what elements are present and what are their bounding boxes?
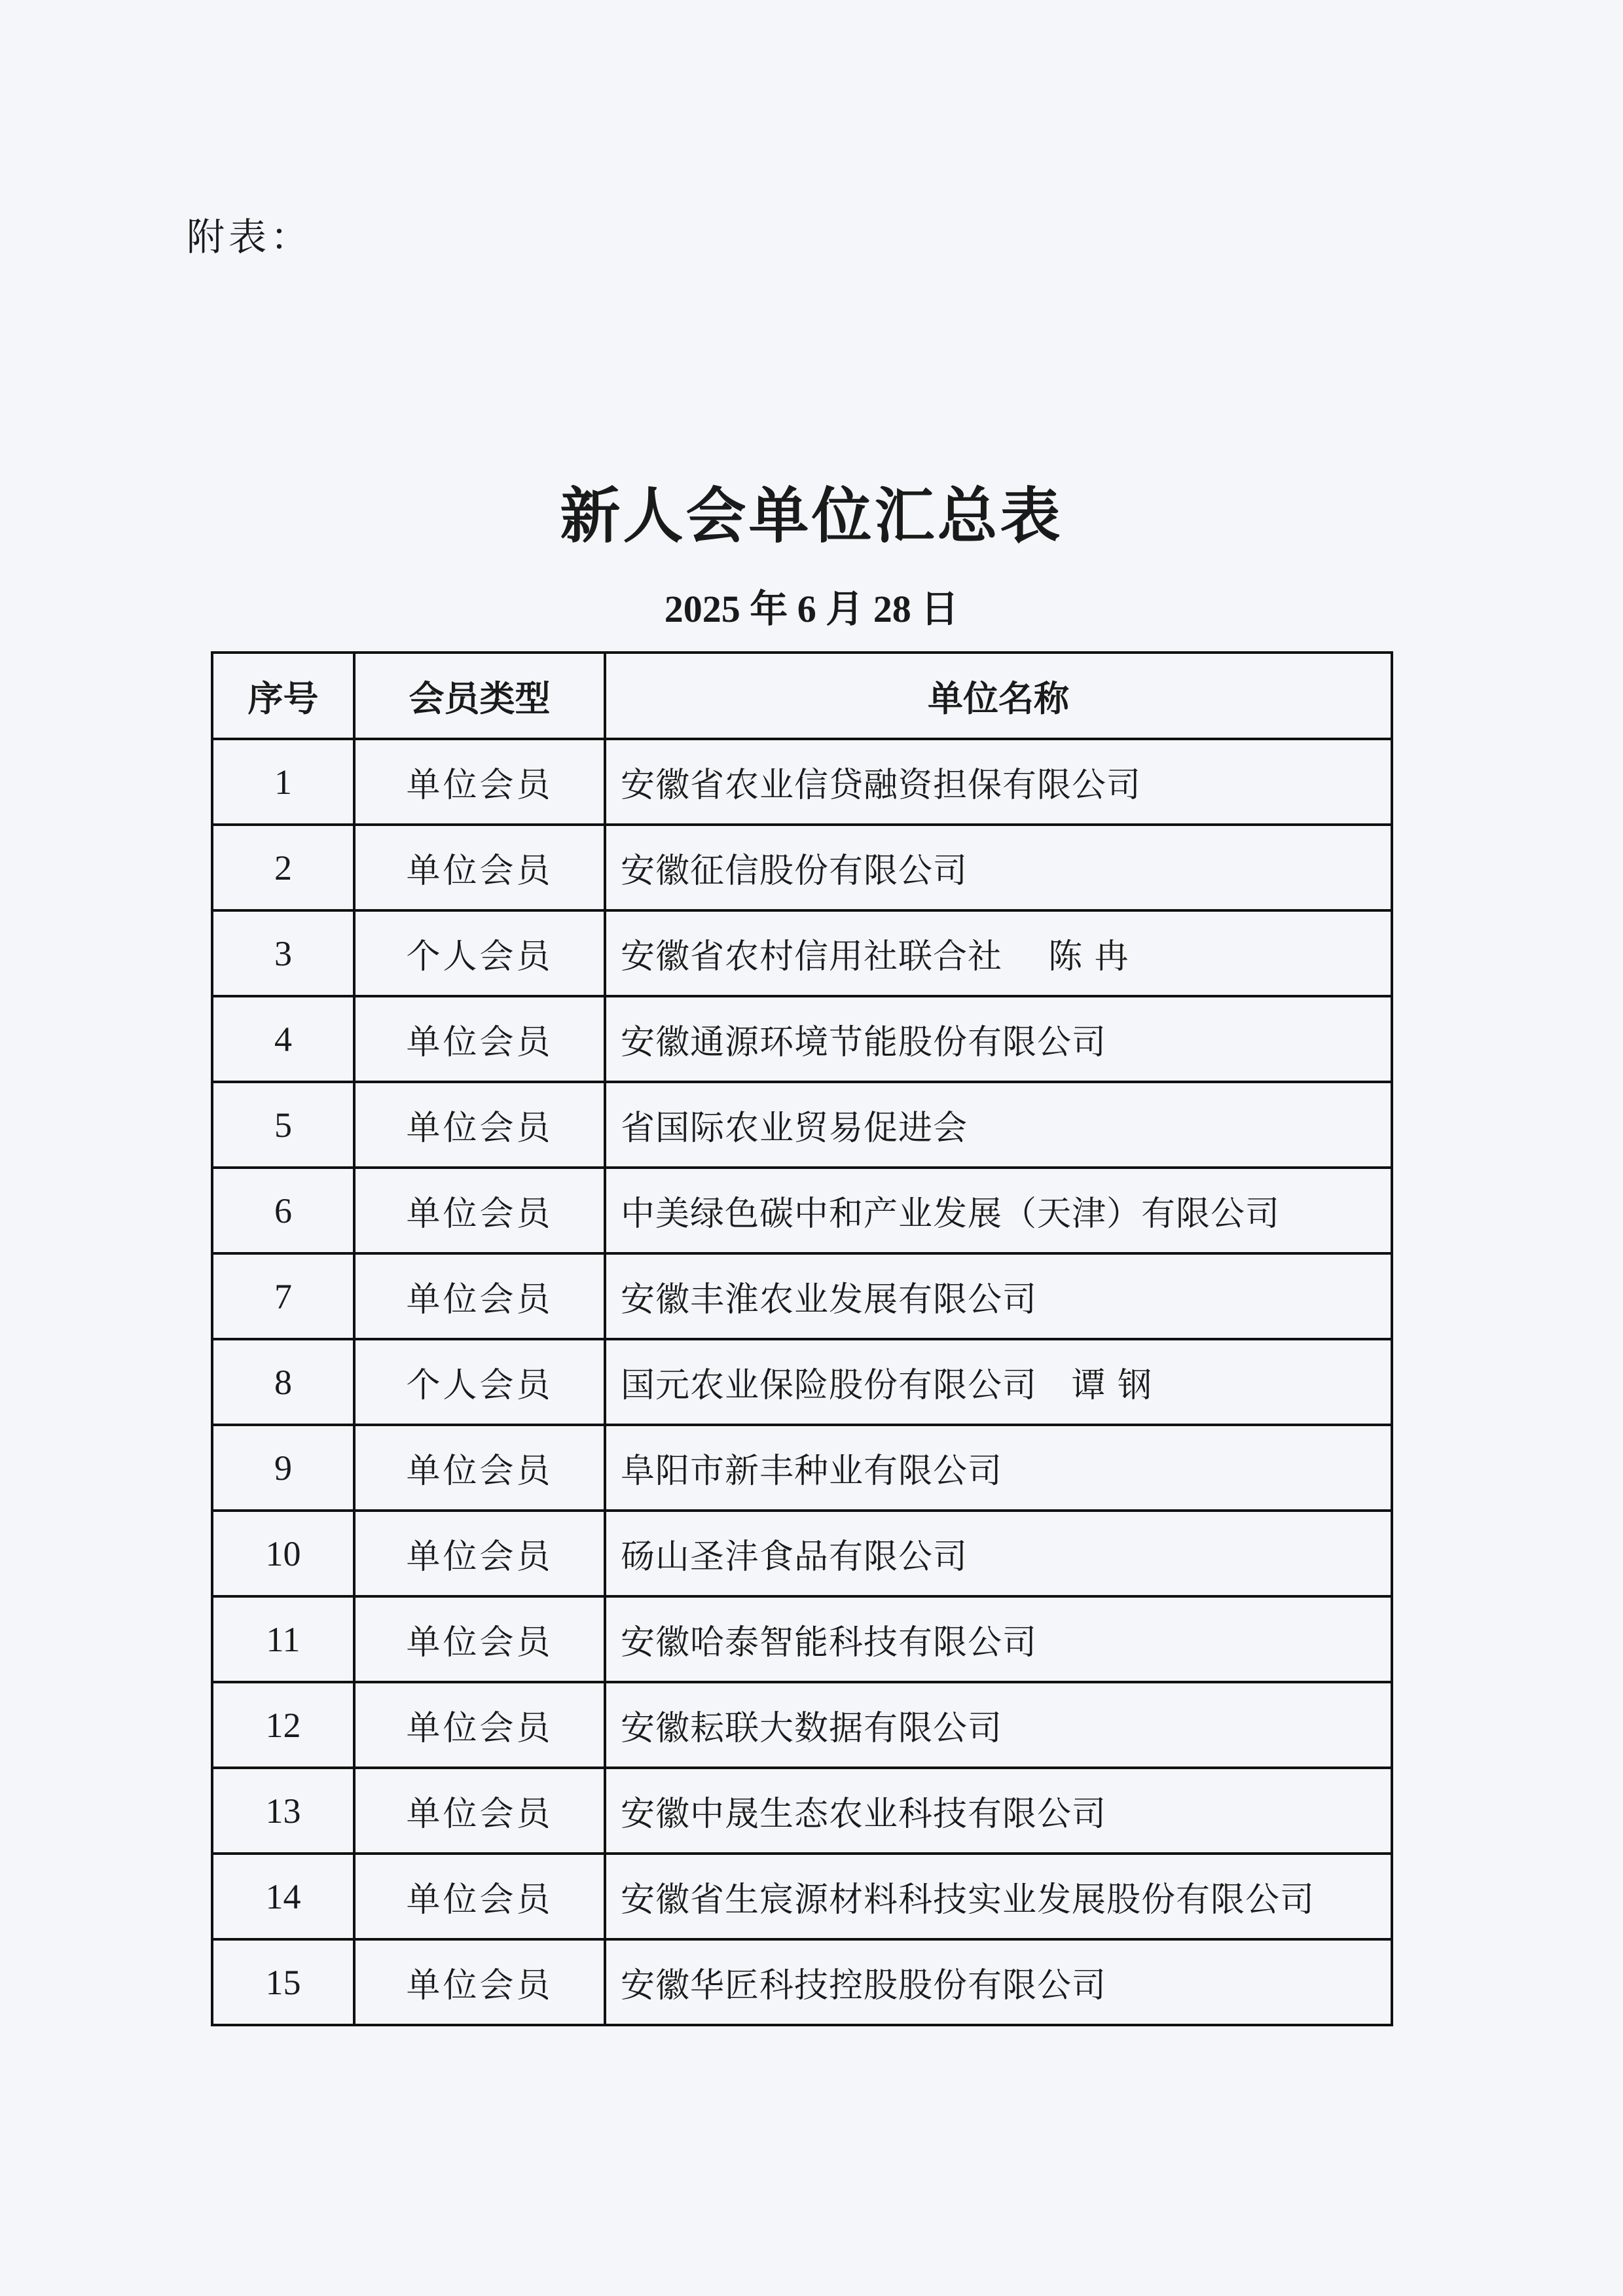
table-row [212,1939,1392,2025]
cell-member-type: 单位会员 [354,1253,605,1339]
table-row [212,996,1392,1082]
cell-serial-number: 6 [212,1168,354,1253]
cell-unit-name: 安徽丰淮农业发展有限公司 [605,1253,1392,1339]
cell-unit-name: 安徽通源环境节能股份有限公司 [605,996,1392,1082]
cell-member-type: 单位会员 [354,1939,605,2025]
table-header [212,653,1392,739]
table-row [212,1511,1392,1596]
cell-unit-name: 中美绿色碳中和产业发展（天津）有限公司 [605,1168,1392,1253]
table-row [212,1253,1392,1339]
header-serial-number: 序号 [212,653,354,739]
cell-member-type: 单位会员 [354,739,605,825]
header-member-type: 会员类型 [354,653,605,739]
new-members-summary-table [211,651,1393,2026]
cell-serial-number: 2 [212,825,354,910]
cell-unit-name: 省国际农业贸易促进会 [605,1082,1392,1168]
cell-unit-name: 安徽中晟生态农业科技有限公司 [605,1768,1392,1854]
table-body [212,739,1392,2025]
cell-serial-number: 7 [212,1253,354,1339]
cell-serial-number: 8 [212,1339,354,1425]
cell-member-type: 单位会员 [354,1082,605,1168]
cell-unit-name: 国元农业保险股份有限公司 谭 钢 [605,1339,1392,1425]
attachment-label: 附表： [187,215,313,259]
cell-unit-name: 安徽征信股份有限公司 [605,825,1392,910]
cell-serial-number: 5 [212,1082,354,1168]
cell-member-type: 单位会员 [354,1425,605,1511]
cell-serial-number: 13 [212,1768,354,1854]
cell-member-type: 单位会员 [354,825,605,910]
cell-unit-name: 砀山圣沣食品有限公司 [605,1511,1392,1596]
table-row [212,1854,1392,1939]
cell-unit-name: 安徽华匠科技控股股份有限公司 [605,1939,1392,2025]
table-row [212,1168,1392,1253]
cell-member-type: 单位会员 [354,996,605,1082]
document-title: 新人会单位汇总表 [560,480,1063,551]
cell-unit-name: 安徽省生宸源材料科技实业发展股份有限公司 [605,1854,1392,1939]
cell-serial-number: 9 [212,1425,354,1511]
cell-serial-number: 14 [212,1854,354,1939]
cell-member-type: 单位会员 [354,1854,605,1939]
cell-serial-number: 1 [212,739,354,825]
header-unit-name: 单位名称 [605,653,1392,739]
cell-unit-name: 阜阳市新丰种业有限公司 [605,1425,1392,1511]
cell-serial-number: 15 [212,1939,354,2025]
cell-serial-number: 3 [212,910,354,996]
cell-serial-number: 4 [212,996,354,1082]
table-row [212,739,1392,825]
cell-member-type: 单位会员 [354,1682,605,1768]
cell-member-type: 个人会员 [354,1339,605,1425]
cell-member-type: 单位会员 [354,1511,605,1596]
table-row [212,1339,1392,1425]
table-row [212,825,1392,910]
table-row [212,1425,1392,1511]
table-row [212,910,1392,996]
document-date: 2025 年 6 月 28 日 [664,588,959,630]
table-row [212,1596,1392,1682]
cell-member-type: 个人会员 [354,910,605,996]
header-row [212,653,1392,739]
cell-serial-number: 11 [212,1596,354,1682]
cell-member-type: 单位会员 [354,1168,605,1253]
cell-unit-name: 安徽省农业信贷融资担保有限公司 [605,739,1392,825]
table-row [212,1682,1392,1768]
cell-member-type: 单位会员 [354,1768,605,1854]
table-row [212,1768,1392,1854]
cell-member-type: 单位会员 [354,1596,605,1682]
cell-serial-number: 12 [212,1682,354,1768]
cell-unit-name: 安徽省农村信用社联合社 陈 冉 [605,910,1392,996]
cell-serial-number: 10 [212,1511,354,1596]
cell-unit-name: 安徽耘联大数据有限公司 [605,1682,1392,1768]
table-row [212,1082,1392,1168]
cell-unit-name: 安徽哈泰智能科技有限公司 [605,1596,1392,1682]
